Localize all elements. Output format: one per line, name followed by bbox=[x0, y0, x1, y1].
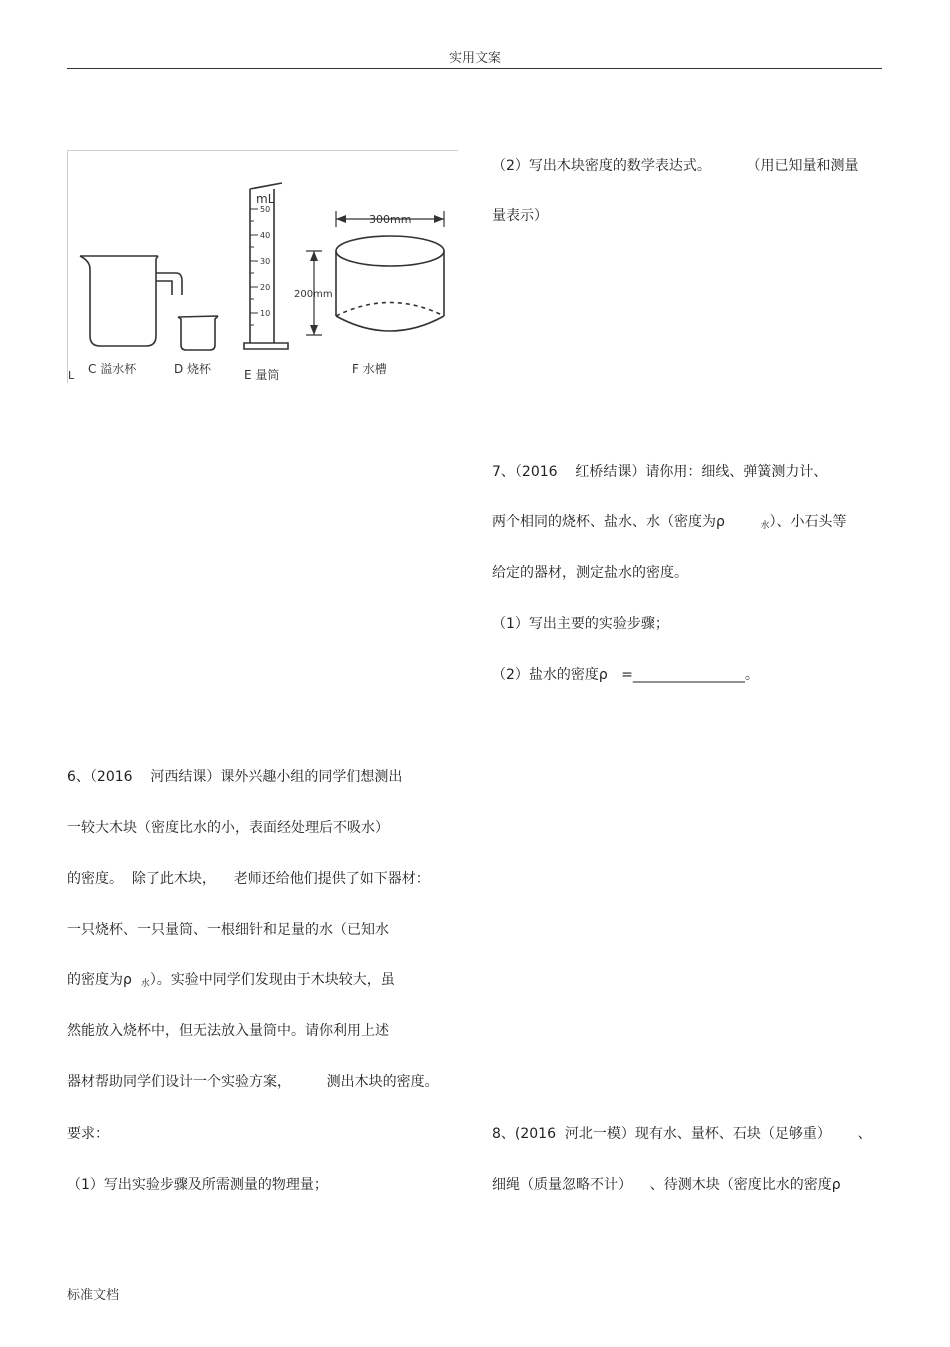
q7-part1: （1）写出主要的实验步骤； bbox=[492, 616, 669, 632]
q7-line2-sub: 水 bbox=[760, 521, 770, 531]
q6-line5-sub: 水 bbox=[140, 979, 150, 989]
q8-line2: 细绳（质量忽略不计） 、待测木块（密度比水的密度ρ bbox=[492, 1177, 841, 1193]
q7-line2-a: 两个相同的烧杯、盐水、水（密度为ρ bbox=[492, 514, 761, 530]
q6-part2-line2: 量表示） bbox=[492, 208, 548, 224]
header-divider bbox=[67, 68, 882, 69]
height-dimension-label: 200mm bbox=[294, 289, 333, 300]
overflow-cup-icon bbox=[80, 256, 158, 346]
ml-label: mL bbox=[256, 192, 275, 206]
q6-part1: （1）写出实验步骤及所需测量的物理量； bbox=[67, 1177, 328, 1193]
label-overflow-cup: C 溢水杯 bbox=[88, 362, 137, 376]
label-measuring-cylinder: E 量筒 bbox=[244, 368, 280, 382]
q6-line1: 6、（2016 河西结课）课外兴趣小组的同学们想测出 bbox=[67, 769, 403, 785]
q6-line4: 一只烧杯、一只量筒、一根细针和足量的水（已知水 bbox=[67, 922, 389, 938]
q6-line3: 的密度。 除了此木块， 老师还给他们提供了如下器材： bbox=[67, 871, 430, 887]
q6-line2: 一较大木块（密度比水的小，表面经处理后不吸水） bbox=[67, 820, 389, 836]
tick-label: 30 bbox=[260, 257, 271, 266]
q6-line6: 然能放入烧杯中，但无法放入量筒中。请你利用上述 bbox=[67, 1023, 389, 1039]
tick-label: 40 bbox=[260, 231, 271, 240]
label-l: L bbox=[68, 369, 75, 382]
q6-line7: 器材帮助同学们设计一个实验方案， 测出木块的密度。 bbox=[67, 1074, 439, 1090]
apparatus-illustration bbox=[68, 151, 458, 383]
page-footer-text: 标准文档 bbox=[67, 1288, 120, 1303]
label-water-tank: F 水槽 bbox=[352, 362, 387, 376]
q6-requirement: 要求： bbox=[67, 1126, 109, 1142]
q7-line2 bbox=[492, 512, 847, 536]
apparatus-figure bbox=[67, 150, 458, 383]
width-dimension-label: 300mm bbox=[369, 213, 412, 226]
q6-part2-line1: （2）写出木块密度的数学表达式。 （用已知量和测量 bbox=[492, 158, 859, 174]
q6-line5-a: 的密度为ρ bbox=[67, 972, 141, 988]
q8-line1: 8、(2016 河北一模）现有水、量杯、石块（足够重） 、 bbox=[492, 1126, 872, 1142]
page-header-title: 实用文案 bbox=[448, 51, 501, 66]
tick-label: 20 bbox=[260, 283, 271, 292]
beaker-icon bbox=[178, 316, 218, 350]
q7-part2: （2）盐水的密度ρ =________________。 bbox=[492, 667, 759, 683]
tick-label: 50 bbox=[260, 205, 271, 214]
q7-line2-b: ）、小石头等 bbox=[769, 514, 847, 530]
q6-line5-b: ）。实验中同学们发现由于木块较大，虽 bbox=[149, 972, 395, 988]
label-beaker: D 烧杯 bbox=[174, 362, 212, 376]
q7-line3: 给定的器材，测定盐水的密度。 bbox=[492, 565, 688, 581]
tick-label: 10 bbox=[260, 309, 271, 318]
q6-line5 bbox=[67, 970, 395, 994]
q7-line1: 7、（2016 红桥结课）请你用：细线、弹簧测力计、 bbox=[492, 464, 828, 480]
